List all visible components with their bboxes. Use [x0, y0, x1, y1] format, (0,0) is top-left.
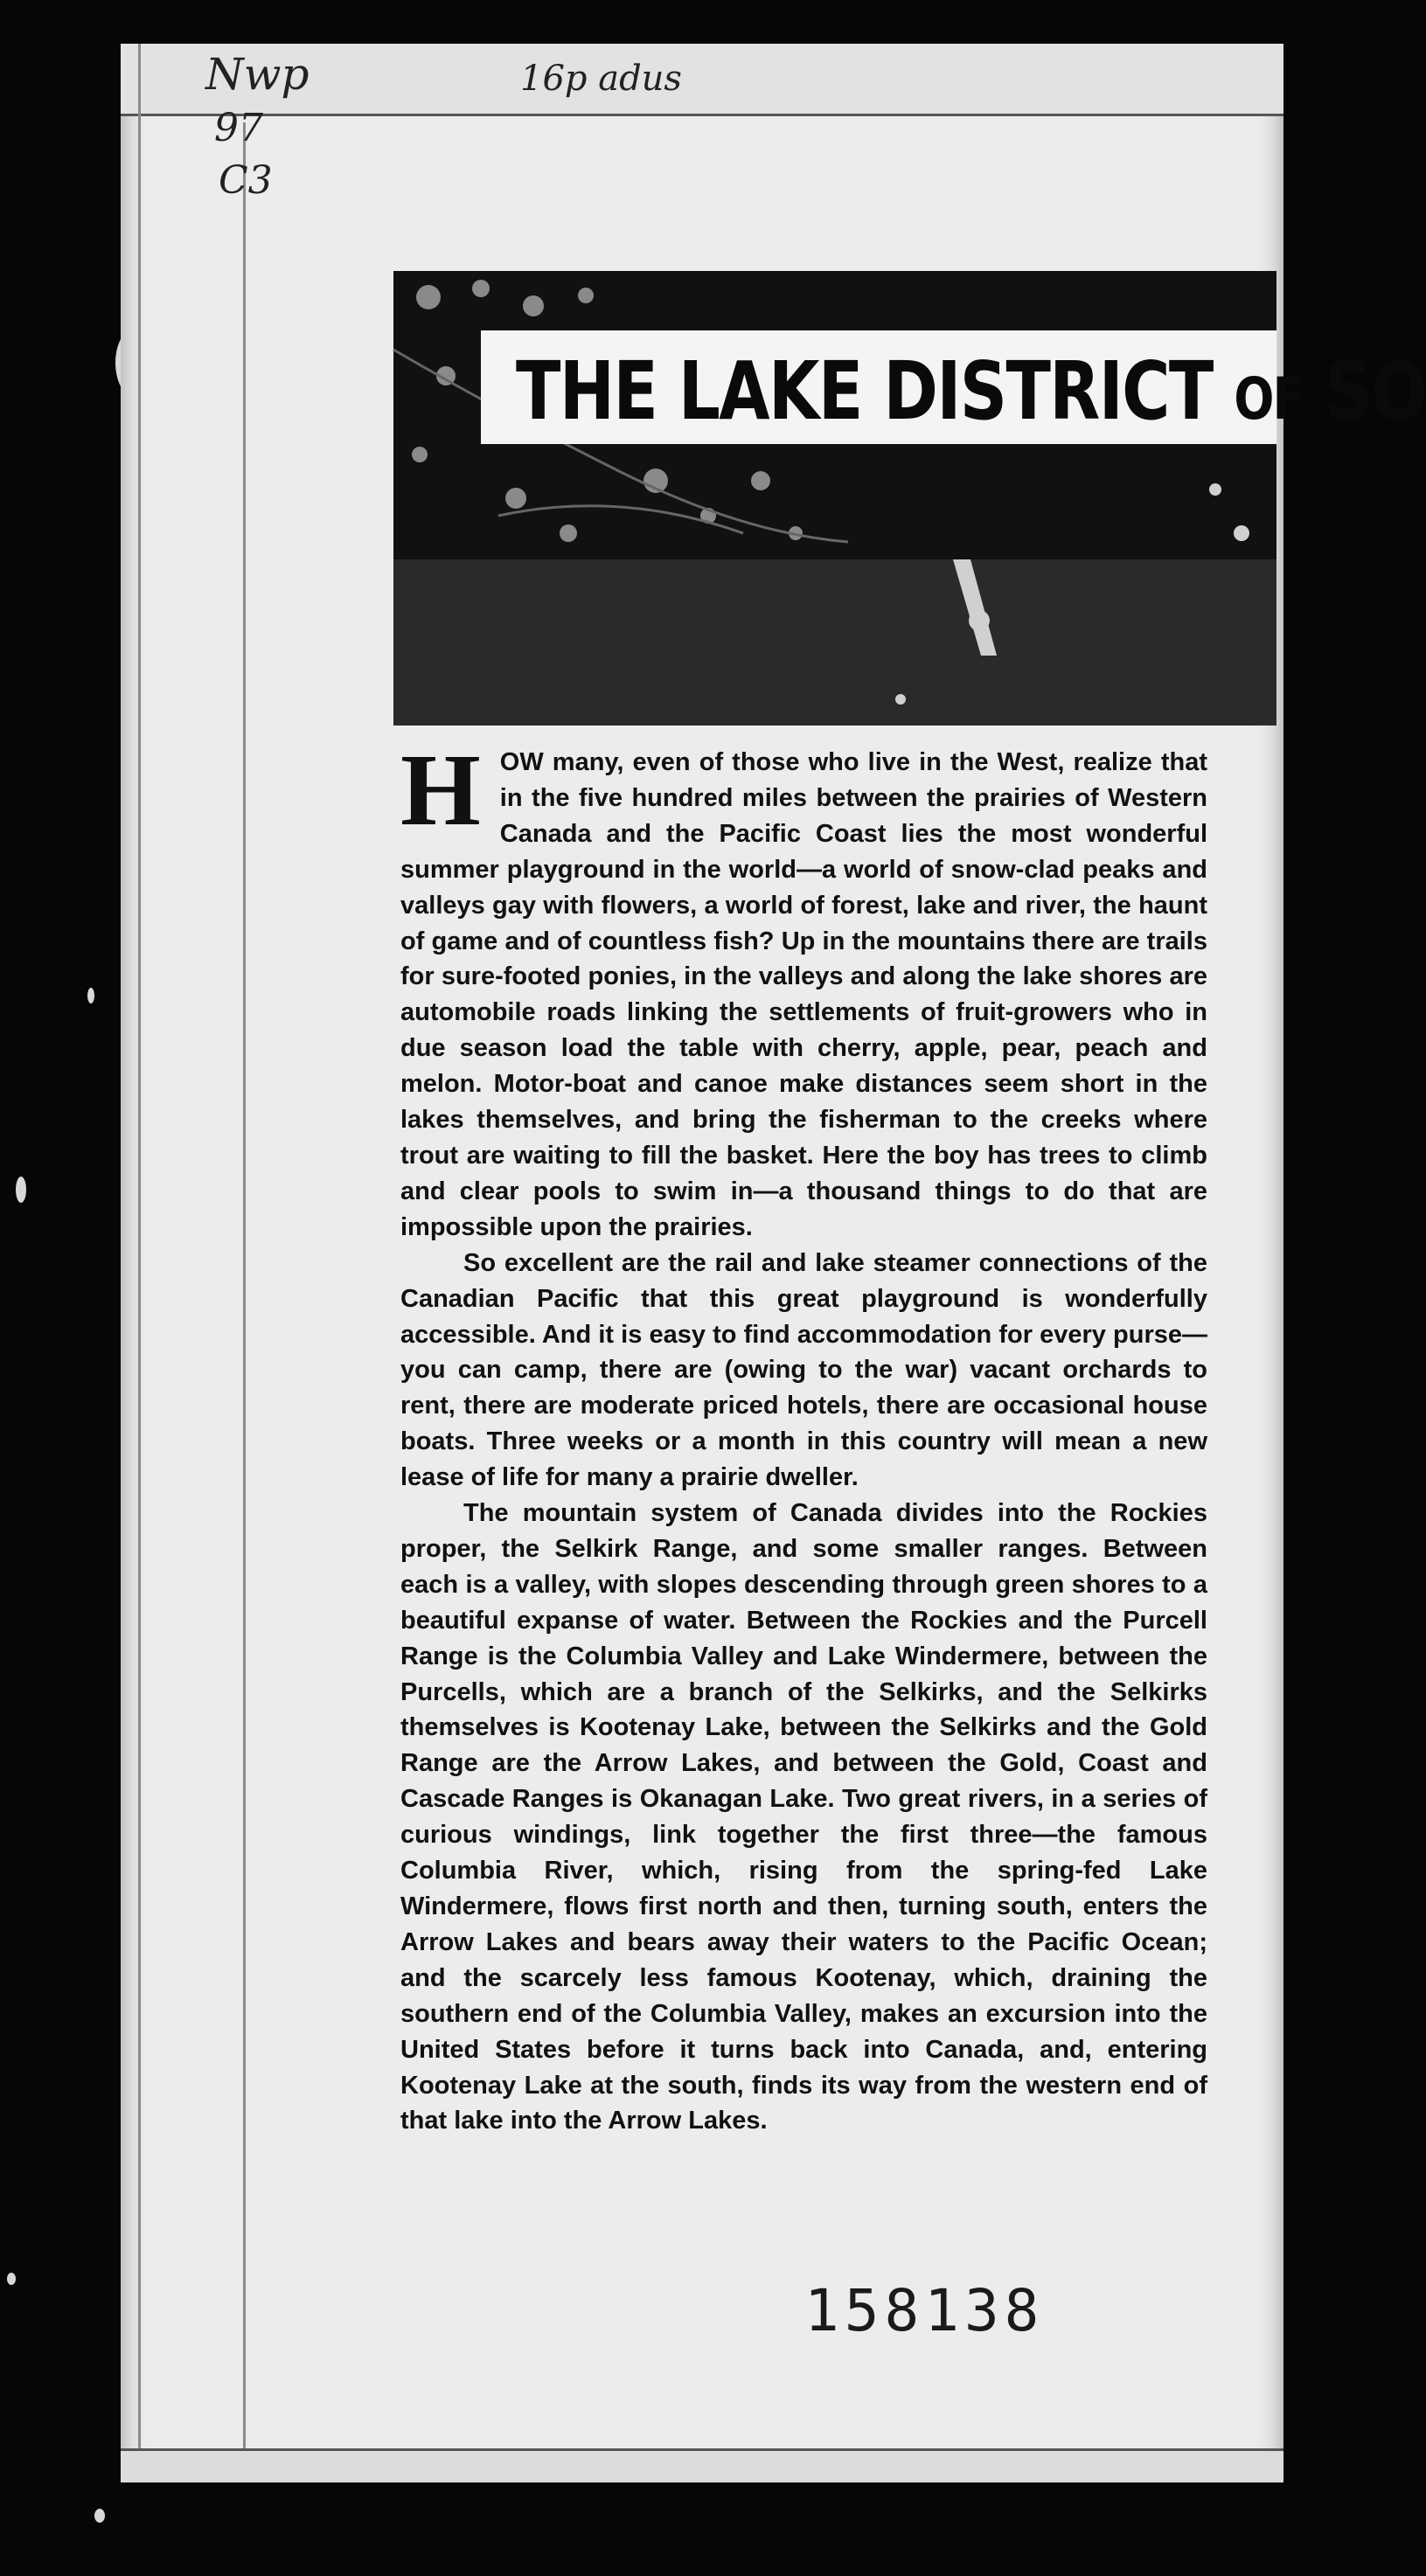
article-body: [400, 733, 1207, 2139]
handwritten-note: 16p adus: [520, 59, 682, 99]
header-banner: [393, 271, 1426, 726]
article-paragraph: [400, 733, 1207, 1246]
paragraph-text: OW many, even of those who live in the West, realize that in the five hundred miles between the prairies of Western Canada and the Pacific Coast lies the most wonderful summer playground in the world—a world of snow-clad peaks and valleys gay with flowers, a world of forest, lake and river, the haunt of game and of countless fish? Up in the mountains there are trails for sure-footed ponies, in the valleys and along the lake shores are automobile roads linking the settlements of fruit-growers who in due season load the table with cherry, apple, pear, peach and melon. Motor-boat and canoe make distances seem short in the lakes themselves, and bring the fisherman to the creeks where trout are waiting to fill the basket. Here the boy has trees to climb and clear pools to swim in—a thousand things to do that are impossible upon the prairies.: [400, 748, 1207, 1241]
title-end: SO: [1325, 344, 1426, 438]
dust-speck: [94, 2509, 105, 2523]
drop-cap: H: [400, 733, 481, 847]
archive-stamp-number: 158138: [804, 2277, 1045, 2344]
article-paragraph: The mountain system of Canada divides into the Rockies proper, the Selkirk Range, and some smaller ranges. Between each is a valley, with slopes descending through green shores to a beautiful expanse of water. Between the Rockies and the Purcell Range is the Columbia Valley and Lake Windermere, between the Purcells, which are a branch of the Selkirks, and the Selkirks themselves is Kootenay Lake, between the Selkirks and the Gold Range are the Arrow Lakes, and between the Gold, Coast and Cascade Ranges is Okanagan Lake. Two great rivers, in a series of curious windings, link together the first three—the famous Columbia River, which, rising from the spring-fed Lake Windermere, flows first north and then, turning south, enters the Arrow Lakes and bears away their waters to the Pacific Ocean; and the scarcely less famous Kootenay, which, draining the southern end of the Columbia Valley, makes an excursion into the United States before it turns back into Canada, and, entering Kootenay Lake at the south, finds its way from the western end of that lake into the Arrow Lakes.: [400, 1499, 1207, 2135]
title-of: OF: [1234, 365, 1304, 433]
dust-speck: [16, 1177, 26, 1203]
dust-speck: [87, 988, 94, 1003]
handwritten-margin-note: C3: [219, 158, 273, 203]
banner-title: [516, 344, 1426, 438]
handwritten-note: Nwp: [205, 49, 310, 100]
handwritten-margin-note: 97: [214, 106, 263, 150]
title-main: THE LAKE DISTRICT: [516, 344, 1213, 438]
page-bottom-edge: [121, 2448, 1283, 2482]
margin-rule: [243, 122, 246, 2465]
article-paragraph: So excellent are the rail and lake steamer connections of the Canadian Pacific that this great playground is wonderfully accessible. And it is easy to find accommodation for every purse—you can camp, there are (owing to the war) vacant orchards to rent, there are moderate priced hotels, there are occasional house boats. Three weeks or a month in this country will mean a new lease of life for many a prairie dweller.: [400, 1248, 1207, 1492]
dust-speck: [7, 2273, 16, 2285]
margin-rule: [138, 44, 141, 2482]
